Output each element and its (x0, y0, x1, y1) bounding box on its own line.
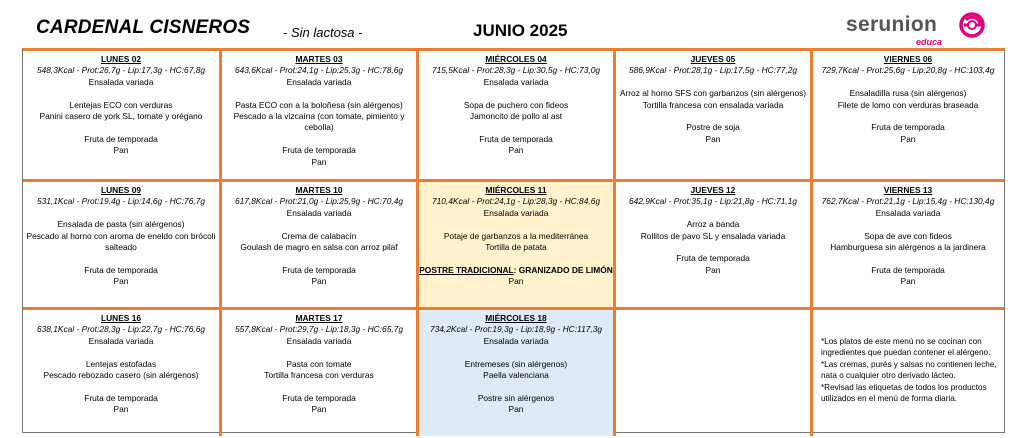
allergen-notes (810, 310, 1003, 436)
menu-line: Fruta de temporada (479, 133, 553, 144)
day-title: MIÉRCOLES 11 (485, 185, 547, 195)
menu-line: Pan (900, 276, 916, 287)
menu-line: Ensalada variada (875, 207, 941, 218)
menu-line: Pan (113, 145, 129, 156)
nutrition-info: 762,7Kcal - Prot:21,1g - Lip:15,4g - HC:130,4g (821, 196, 995, 207)
menu-line: Ensalada variada (286, 76, 352, 87)
menu-line: Goulash de magro en salsa con arroz pilaf (240, 242, 398, 253)
menu-line: Fruta de temporada (84, 264, 158, 275)
day-cell (416, 51, 613, 179)
day-cell (810, 182, 1003, 310)
menu-line: Tortilla francesa con verduras (264, 370, 374, 381)
menu-line: Crema de calabacín (281, 230, 357, 241)
menu-line: Pan (705, 264, 721, 275)
logo-subtext: educa (916, 37, 943, 47)
day-cell (613, 51, 810, 179)
menu-line: Arroz al horno SFS con garbanzos (sin alérgenos) (619, 88, 807, 99)
menu-grid (22, 48, 1005, 433)
note-line: *Las cremas, purés y salsas no contienen leche, nata o cualquier otro derivado lácteo. (821, 359, 997, 381)
week-row-2 (23, 179, 1004, 310)
menu-line: Pasta ECO con a la boloñesa (sin alérgenos) (235, 99, 403, 110)
day-title: VIERNES 13 (883, 185, 933, 195)
menu-line: Pan (508, 276, 524, 287)
nutrition-info: 710,4Kcal - Prot:24,1g - Lip:28,3g - HC:84,6g (431, 196, 601, 207)
menu-line: Pan (113, 276, 129, 287)
menu-line: Ensalada variada (88, 335, 154, 346)
day-title: MARTES 03 (295, 54, 343, 64)
menu-line: Postre de soja (686, 122, 740, 133)
day-cell (23, 182, 219, 310)
day-title: MARTES 10 (295, 185, 343, 195)
menu-line: Fruta de temporada (871, 264, 945, 275)
menu-line: Pan (508, 404, 524, 415)
menu-line: Lentejas estofadas (85, 358, 157, 369)
nutrition-info: 638,1Kcal - Prot:28,3g - Lip:22,7g - HC:76,6g (36, 324, 206, 335)
menu-line: Rollitos de pavo SL y ensalada variada (640, 230, 786, 241)
empty-cell (613, 310, 810, 436)
day-title: MIÉRCOLES 18 (485, 313, 547, 323)
menu-line: Fruta de temporada (871, 122, 945, 133)
week-row-1 (23, 51, 1004, 179)
menu-line: Pan (311, 156, 327, 167)
menu-line: Pan (113, 404, 129, 415)
menu-line: Lentejas ECO con verduras (69, 99, 173, 110)
menu-line: Pescado a la vizcaína (con tomate, pimiento y cebolla) (233, 111, 405, 133)
nutrition-info: 642,9Kcal - Prot:35,1g - Lip:21,8g - HC:71,1g (628, 196, 798, 207)
menu-line: Ensalada variada (483, 207, 549, 218)
day-title: JUEVES 05 (690, 54, 736, 64)
menu-line: Sopa de ave con fideos (864, 230, 952, 241)
day-cell (23, 51, 219, 179)
day-title: VIERNES 06 (883, 54, 933, 64)
day-cell (23, 310, 219, 436)
menu-line: Pescado al horno con aroma de eneldo con brócoli salteado (26, 230, 216, 253)
logo-e-icon (958, 10, 986, 40)
nutrition-info: 643,6Kcal - Prot:24,1g - Lip:25,3g - HC:78,6g (234, 65, 404, 76)
menu-line: Hamburguesa sin alérgenos a la jardinera (830, 242, 986, 253)
menu-line: Tortilla francesa con ensalada variada (642, 99, 784, 110)
day-cell (219, 310, 416, 436)
menu-line: Paella valenciana (483, 370, 549, 381)
nutrition-info: 548,3Kcal - Prot:26,7g - Lip:17,3g - HC:67,8g (36, 65, 206, 76)
menu-line: Ensalada variada (483, 335, 549, 346)
menu-line: Pasta con tomate (286, 358, 352, 369)
menu-line: Fruta de temporada (282, 392, 356, 403)
day-title: JUEVES 12 (690, 185, 736, 195)
nutrition-info: 729,7Kcal - Prot:25,6g - Lip:20,8g - HC:103,4g (821, 65, 995, 76)
week-row-3 (23, 307, 1004, 436)
day-title: MARTES 17 (295, 313, 343, 323)
menu-line: Arroz a banda (686, 219, 740, 230)
menu-line: Fruta de temporada (84, 392, 158, 403)
note-line: *Revisad las etiquetas de todos los productos utilizados en el menú de forma diaria. (821, 382, 987, 404)
day-cell (613, 182, 810, 310)
day-cell-highlighted (416, 182, 613, 310)
menu-line: Panini casero de york SL, tomate y orégano (39, 111, 203, 122)
menu-line: Fruta de temporada (282, 145, 356, 156)
menu-line: Pan (508, 145, 524, 156)
day-cell (219, 182, 416, 310)
note-line: *Los platos de este menú no se cocinan con ingredientes que puedan contener el alérgeno. (821, 337, 991, 358)
menu-month: JUNIO 2025 (473, 21, 568, 40)
menu-line: Tortilla de patata (485, 242, 547, 253)
school-name: CARDENAL CISNEROS (36, 17, 251, 38)
menu-line: Ensalada variada (286, 335, 352, 346)
menu-subtitle: - Sin lactosa - (283, 25, 363, 40)
nutrition-info: 734,2Kcal - Prot:19,3g - Lip:18,9g - HC:117,3g (429, 324, 603, 335)
menu-line: Ensalada variada (483, 76, 549, 87)
menu-line: Filete de lomo con verduras braseada (837, 99, 979, 110)
nutrition-info: 586,9Kcal - Prot:28,1g - Lip:17,5g - HC:77,2g (628, 65, 798, 76)
menu-line: Ensalada variada (286, 207, 352, 218)
day-title: LUNES 16 (100, 313, 142, 323)
menu-line: Entremeses (sin alérgenos) (464, 358, 568, 369)
menu-line: Sopa de puchero con fideos (463, 99, 569, 110)
logo-text: serunion (846, 13, 938, 36)
menu-line: Fruta de temporada (84, 133, 158, 144)
menu-line: Ensaladilla rusa (sin alérgenos) (849, 88, 967, 99)
menu-line: Pan (705, 133, 721, 144)
day-title: LUNES 09 (100, 185, 142, 195)
menu-line: Pescado rebozado casero (sin alérgenos) (43, 370, 199, 381)
day-title: MIÉRCOLES 04 (485, 54, 547, 64)
menu-line: Jamoncito de pollo al ast (469, 111, 563, 122)
menu-line: Fruta de temporada (282, 264, 356, 275)
day-cell-highlighted (416, 310, 613, 436)
menu-line: Ensalada de pasta (sin alérgenos) (57, 219, 185, 230)
menu-line: Postre sin alérgenos (477, 392, 555, 403)
nutrition-info: 715,5Kcal - Prot:28,3g - Lip:30,5g - HC:73,0g (431, 65, 601, 76)
special-dessert: POSTRE TRADICIONAL: GRANIZADO DE LIMÓN (419, 264, 613, 275)
day-cell (219, 51, 416, 179)
menu-line: Fruta de temporada (676, 253, 750, 264)
menu-header (0, 0, 1024, 48)
day-cell (810, 51, 1003, 179)
menu-line: Pan (311, 276, 327, 287)
nutrition-info: 617,8Kcal - Prot:21,0g - Lip:25,9g - HC:70,4g (234, 196, 404, 207)
nutrition-info: 531,1Kcal - Prot:19,4g - Lip:14,6g - HC:76,7g (36, 196, 206, 207)
serunion-logo (846, 10, 986, 46)
nutrition-info: 557,8Kcal - Prot:29,7g - Lip:18,3g - HC:65,7g (234, 324, 404, 335)
menu-line: Potaje de garbanzos a la mediterránea (443, 230, 589, 241)
menu-line: Ensalada variada (88, 76, 154, 87)
day-title: LUNES 02 (100, 54, 142, 64)
menu-line: Pan (311, 404, 327, 415)
menu-line: Pan (900, 133, 916, 144)
